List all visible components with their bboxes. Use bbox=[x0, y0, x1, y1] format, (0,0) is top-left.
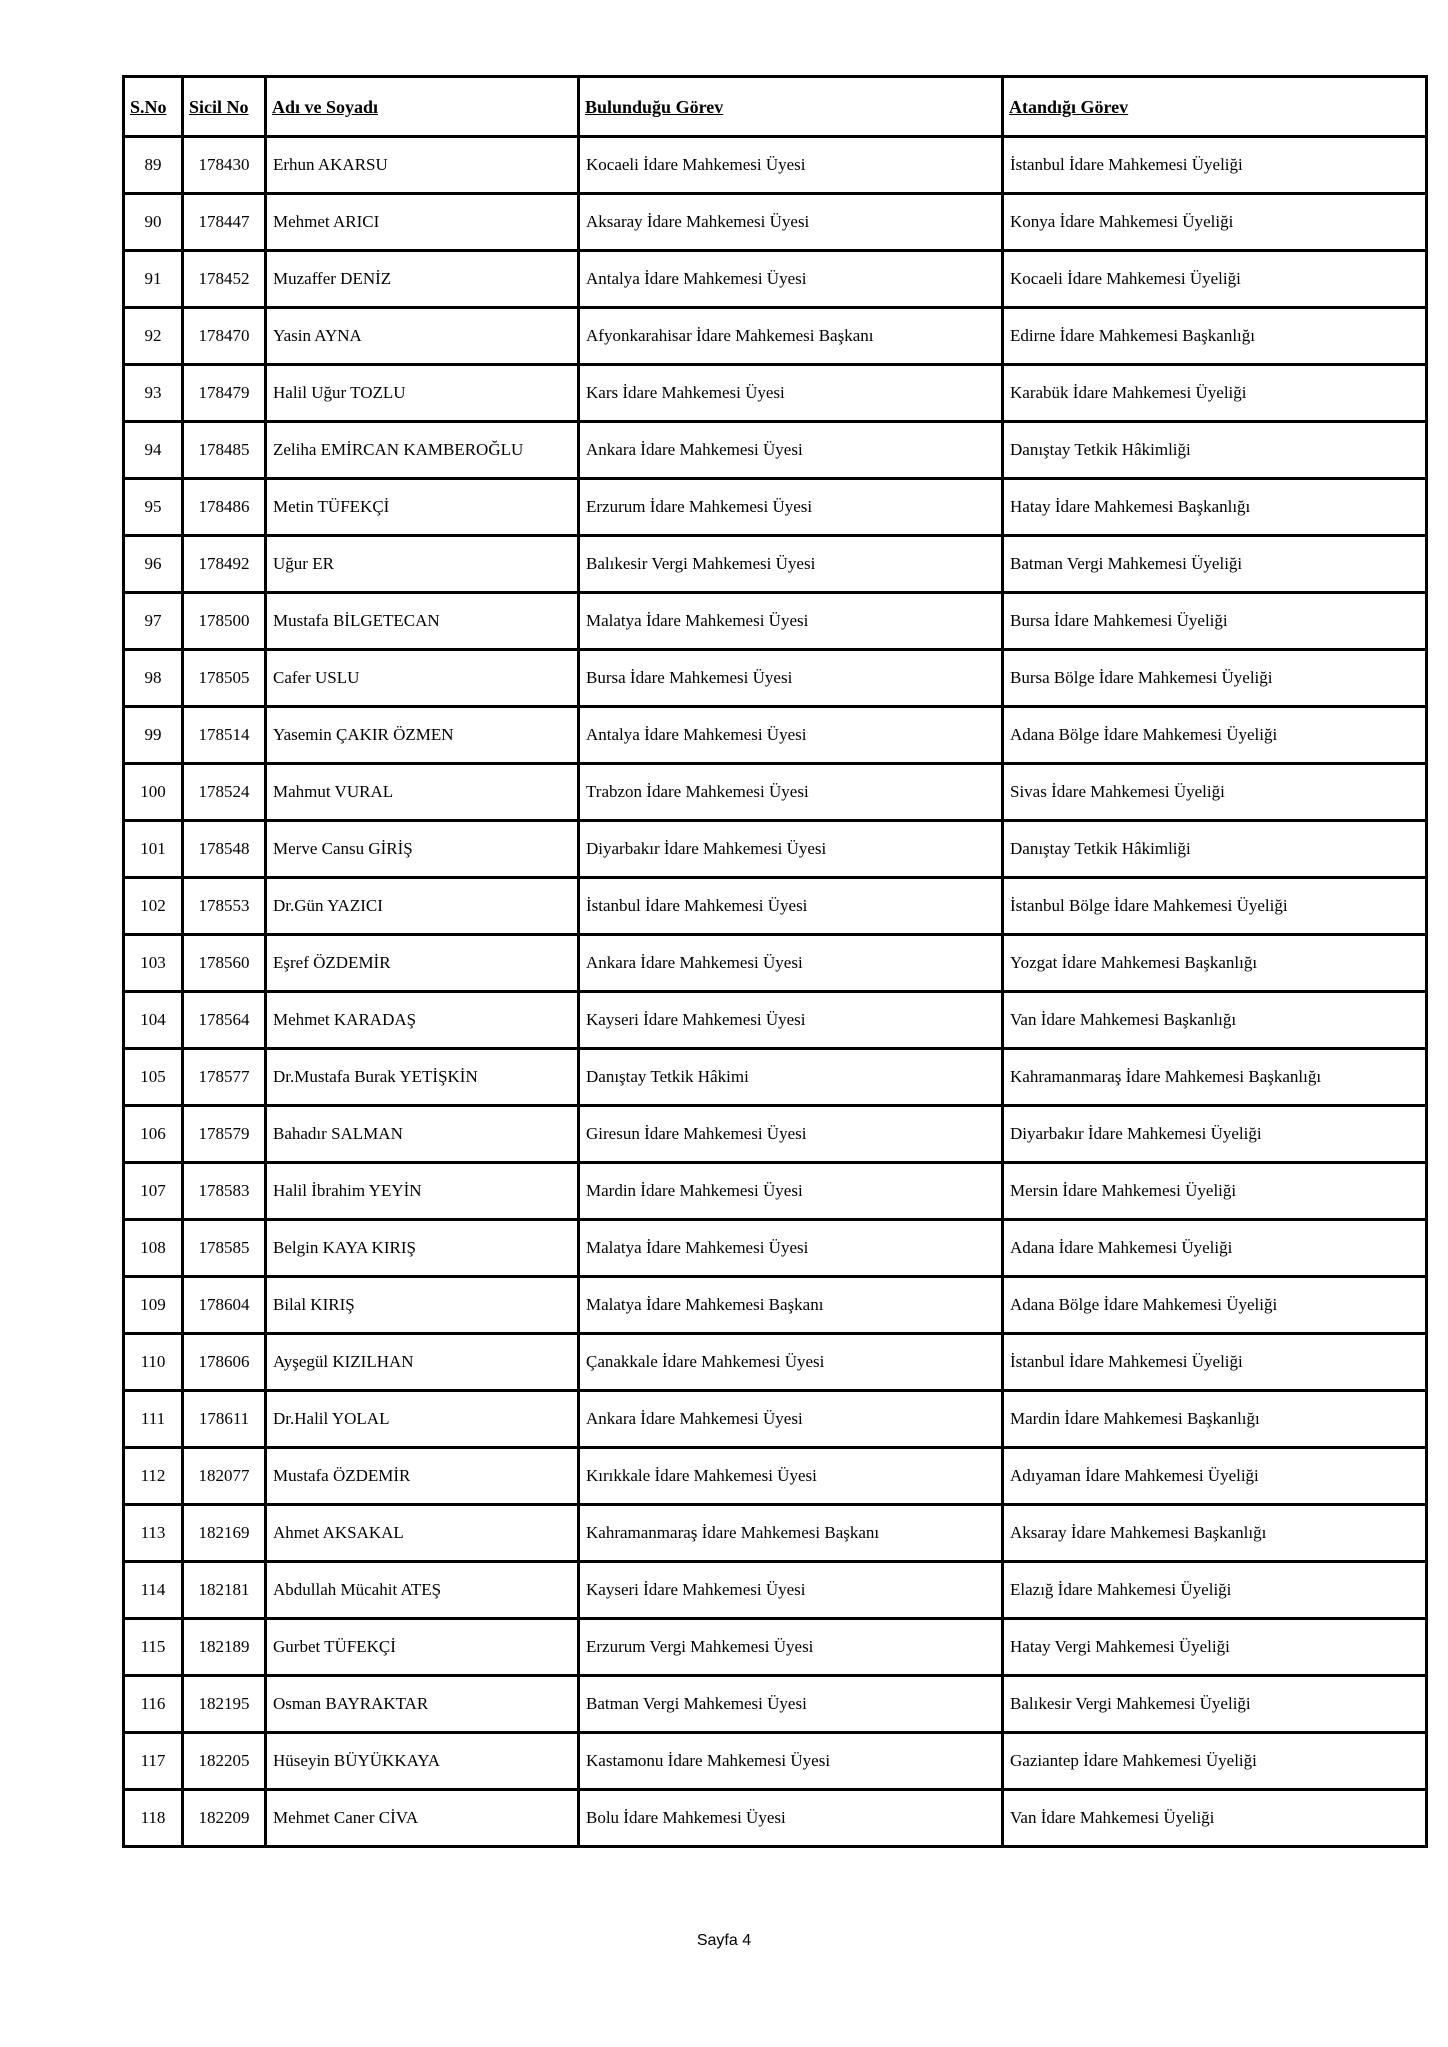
name-cell: Muzaffer DENİZ bbox=[266, 251, 579, 308]
table-row bbox=[124, 992, 1427, 1049]
assigned-duty-cell: Batman Vergi Mahkemesi Üyeliği bbox=[1003, 536, 1427, 593]
serial-cell: 116 bbox=[124, 1676, 183, 1733]
name-cell: Gurbet TÜFEKÇİ bbox=[266, 1619, 579, 1676]
current-duty-cell: Giresun İdare Mahkemesi Üyesi bbox=[579, 1106, 1003, 1163]
assigned-duty-cell: Karabük İdare Mahkemesi Üyeliği bbox=[1003, 365, 1427, 422]
sicil-cell: 178452 bbox=[183, 251, 266, 308]
assigned-duty-cell: Gaziantep İdare Mahkemesi Üyeliği bbox=[1003, 1733, 1427, 1790]
table-row bbox=[124, 1334, 1427, 1391]
assigned-duty-cell: Mardin İdare Mahkemesi Başkanlığı bbox=[1003, 1391, 1427, 1448]
assigned-duty-cell: Sivas İdare Mahkemesi Üyeliği bbox=[1003, 764, 1427, 821]
table-row bbox=[124, 1619, 1427, 1676]
assigned-duty-cell: İstanbul Bölge İdare Mahkemesi Üyeliği bbox=[1003, 878, 1427, 935]
assigned-duty-cell: Adana İdare Mahkemesi Üyeliği bbox=[1003, 1220, 1427, 1277]
sicil-cell: 178548 bbox=[183, 821, 266, 878]
current-duty-cell: Bursa İdare Mahkemesi Üyesi bbox=[579, 650, 1003, 707]
assigned-duty-cell: Van İdare Mahkemesi Üyeliği bbox=[1003, 1790, 1427, 1847]
table-row bbox=[124, 1676, 1427, 1733]
sicil-cell: 178560 bbox=[183, 935, 266, 992]
sicil-cell: 178492 bbox=[183, 536, 266, 593]
sicil-cell: 178564 bbox=[183, 992, 266, 1049]
name-cell: Dr.Gün YAZICI bbox=[266, 878, 579, 935]
table-row bbox=[124, 1220, 1427, 1277]
table-row bbox=[124, 1277, 1427, 1334]
serial-cell: 102 bbox=[124, 878, 183, 935]
table-row bbox=[124, 365, 1427, 422]
table-row bbox=[124, 707, 1427, 764]
name-cell: Ahmet AKSAKAL bbox=[266, 1505, 579, 1562]
name-cell: Mahmut VURAL bbox=[266, 764, 579, 821]
name-cell: Dr.Halil YOLAL bbox=[266, 1391, 579, 1448]
current-duty-cell: Kahramanmaraş İdare Mahkemesi Başkanı bbox=[579, 1505, 1003, 1562]
current-duty-cell: Ankara İdare Mahkemesi Üyesi bbox=[579, 422, 1003, 479]
serial-cell: 92 bbox=[124, 308, 183, 365]
sicil-cell: 178611 bbox=[183, 1391, 266, 1448]
assigned-duty-cell: Van İdare Mahkemesi Başkanlığı bbox=[1003, 992, 1427, 1049]
header-current-duty: Bulunduğu Görev bbox=[579, 77, 1003, 137]
sicil-cell: 178579 bbox=[183, 1106, 266, 1163]
name-cell: Yasemin ÇAKIR ÖZMEN bbox=[266, 707, 579, 764]
assigned-duty-cell: İstanbul İdare Mahkemesi Üyeliği bbox=[1003, 137, 1427, 194]
serial-cell: 111 bbox=[124, 1391, 183, 1448]
page-number: Sayfa 4 bbox=[696, 1932, 752, 1949]
current-duty-cell: Mardin İdare Mahkemesi Üyesi bbox=[579, 1163, 1003, 1220]
name-cell: Merve Cansu GİRİŞ bbox=[266, 821, 579, 878]
serial-cell: 106 bbox=[124, 1106, 183, 1163]
assigned-duty-cell: Bursa Bölge İdare Mahkemesi Üyeliği bbox=[1003, 650, 1427, 707]
table-row bbox=[124, 308, 1427, 365]
sicil-cell: 178604 bbox=[183, 1277, 266, 1334]
table-row bbox=[124, 650, 1427, 707]
current-duty-cell: Antalya İdare Mahkemesi Üyesi bbox=[579, 251, 1003, 308]
current-duty-cell: Afyonkarahisar İdare Mahkemesi Başkanı bbox=[579, 308, 1003, 365]
table-row bbox=[124, 1733, 1427, 1790]
assigned-duty-cell: Balıkesir Vergi Mahkemesi Üyeliği bbox=[1003, 1676, 1427, 1733]
assigned-duty-cell: Bursa İdare Mahkemesi Üyeliği bbox=[1003, 593, 1427, 650]
name-cell: Mehmet KARADAŞ bbox=[266, 992, 579, 1049]
name-cell: Mehmet ARICI bbox=[266, 194, 579, 251]
table-row bbox=[124, 251, 1427, 308]
assigned-duty-cell: Kahramanmaraş İdare Mahkemesi Başkanlığı bbox=[1003, 1049, 1427, 1106]
table-row bbox=[124, 194, 1427, 251]
name-cell: Metin TÜFEKÇİ bbox=[266, 479, 579, 536]
current-duty-cell: Malatya İdare Mahkemesi Üyesi bbox=[579, 1220, 1003, 1277]
sicil-cell: 178505 bbox=[183, 650, 266, 707]
serial-cell: 105 bbox=[124, 1049, 183, 1106]
sicil-cell: 178577 bbox=[183, 1049, 266, 1106]
table-row bbox=[124, 821, 1427, 878]
sicil-cell: 178500 bbox=[183, 593, 266, 650]
serial-cell: 94 bbox=[124, 422, 183, 479]
serial-cell: 99 bbox=[124, 707, 183, 764]
current-duty-cell: Erzurum Vergi Mahkemesi Üyesi bbox=[579, 1619, 1003, 1676]
table-row bbox=[124, 1562, 1427, 1619]
serial-cell: 112 bbox=[124, 1448, 183, 1505]
current-duty-cell: Kastamonu İdare Mahkemesi Üyesi bbox=[579, 1733, 1003, 1790]
current-duty-cell: Ankara İdare Mahkemesi Üyesi bbox=[579, 1391, 1003, 1448]
table-row bbox=[124, 536, 1427, 593]
sicil-cell: 182195 bbox=[183, 1676, 266, 1733]
assigned-duty-cell: Mersin İdare Mahkemesi Üyeliği bbox=[1003, 1163, 1427, 1220]
assigned-duty-cell: Yozgat İdare Mahkemesi Başkanlığı bbox=[1003, 935, 1427, 992]
name-cell: Zeliha EMİRCAN KAMBEROĞLU bbox=[266, 422, 579, 479]
sicil-cell: 178524 bbox=[183, 764, 266, 821]
current-duty-cell: Balıkesir Vergi Mahkemesi Üyesi bbox=[579, 536, 1003, 593]
serial-cell: 110 bbox=[124, 1334, 183, 1391]
serial-cell: 104 bbox=[124, 992, 183, 1049]
sicil-cell: 182169 bbox=[183, 1505, 266, 1562]
assigned-duty-cell: Konya İdare Mahkemesi Üyeliği bbox=[1003, 194, 1427, 251]
serial-cell: 100 bbox=[124, 764, 183, 821]
serial-cell: 109 bbox=[124, 1277, 183, 1334]
serial-cell: 103 bbox=[124, 935, 183, 992]
current-duty-cell: Kocaeli İdare Mahkemesi Üyesi bbox=[579, 137, 1003, 194]
sicil-cell: 182181 bbox=[183, 1562, 266, 1619]
serial-cell: 115 bbox=[124, 1619, 183, 1676]
assigned-duty-cell: Adıyaman İdare Mahkemesi Üyeliği bbox=[1003, 1448, 1427, 1505]
sicil-cell: 178585 bbox=[183, 1220, 266, 1277]
table-row bbox=[124, 137, 1427, 194]
name-cell: Yasin AYNA bbox=[266, 308, 579, 365]
assigned-duty-cell: Kocaeli İdare Mahkemesi Üyeliği bbox=[1003, 251, 1427, 308]
table-row bbox=[124, 1049, 1427, 1106]
assigned-duty-cell: Adana Bölge İdare Mahkemesi Üyeliği bbox=[1003, 1277, 1427, 1334]
current-duty-cell: İstanbul İdare Mahkemesi Üyesi bbox=[579, 878, 1003, 935]
table-row bbox=[124, 878, 1427, 935]
name-cell: Dr.Mustafa Burak YETİŞKİN bbox=[266, 1049, 579, 1106]
name-cell: Osman BAYRAKTAR bbox=[266, 1676, 579, 1733]
current-duty-cell: Ankara İdare Mahkemesi Üyesi bbox=[579, 935, 1003, 992]
assigned-duty-cell: İstanbul İdare Mahkemesi Üyeliği bbox=[1003, 1334, 1427, 1391]
assigned-duty-cell: Elazığ İdare Mahkemesi Üyeliği bbox=[1003, 1562, 1427, 1619]
sicil-cell: 178553 bbox=[183, 878, 266, 935]
table-row bbox=[124, 1790, 1427, 1847]
current-duty-cell: Bolu İdare Mahkemesi Üyesi bbox=[579, 1790, 1003, 1847]
name-cell: Belgin KAYA KIRIŞ bbox=[266, 1220, 579, 1277]
assigned-duty-cell: Danıştay Tetkik Hâkimliği bbox=[1003, 422, 1427, 479]
current-duty-cell: Kars İdare Mahkemesi Üyesi bbox=[579, 365, 1003, 422]
serial-cell: 101 bbox=[124, 821, 183, 878]
name-cell: Cafer USLU bbox=[266, 650, 579, 707]
serial-cell: 98 bbox=[124, 650, 183, 707]
current-duty-cell: Batman Vergi Mahkemesi Üyesi bbox=[579, 1676, 1003, 1733]
sicil-cell: 182077 bbox=[183, 1448, 266, 1505]
name-cell: Erhun AKARSU bbox=[266, 137, 579, 194]
name-cell: Halil Uğur TOZLU bbox=[266, 365, 579, 422]
current-duty-cell: Danıştay Tetkik Hâkimi bbox=[579, 1049, 1003, 1106]
table-row bbox=[124, 479, 1427, 536]
serial-cell: 90 bbox=[124, 194, 183, 251]
serial-cell: 113 bbox=[124, 1505, 183, 1562]
name-cell: Mehmet Caner CİVA bbox=[266, 1790, 579, 1847]
assigned-duty-cell: Danıştay Tetkik Hâkimliği bbox=[1003, 821, 1427, 878]
name-cell: Halil İbrahim YEYİN bbox=[266, 1163, 579, 1220]
assigned-duty-cell: Aksaray İdare Mahkemesi Başkanlığı bbox=[1003, 1505, 1427, 1562]
serial-cell: 97 bbox=[124, 593, 183, 650]
current-duty-cell: Malatya İdare Mahkemesi Üyesi bbox=[579, 593, 1003, 650]
sicil-cell: 182209 bbox=[183, 1790, 266, 1847]
current-duty-cell: Kayseri İdare Mahkemesi Üyesi bbox=[579, 1562, 1003, 1619]
current-duty-cell: Trabzon İdare Mahkemesi Üyesi bbox=[579, 764, 1003, 821]
current-duty-cell: Kayseri İdare Mahkemesi Üyesi bbox=[579, 992, 1003, 1049]
sicil-cell: 178583 bbox=[183, 1163, 266, 1220]
sicil-cell: 178606 bbox=[183, 1334, 266, 1391]
name-cell: Mustafa ÖZDEMİR bbox=[266, 1448, 579, 1505]
serial-cell: 114 bbox=[124, 1562, 183, 1619]
current-duty-cell: Çanakkale İdare Mahkemesi Üyesi bbox=[579, 1334, 1003, 1391]
header-name-surname: Adı ve Soyadı bbox=[266, 77, 579, 137]
current-duty-cell: Erzurum İdare Mahkemesi Üyesi bbox=[579, 479, 1003, 536]
table-row bbox=[124, 764, 1427, 821]
serial-cell: 95 bbox=[124, 479, 183, 536]
table-row bbox=[124, 1391, 1427, 1448]
name-cell: Bahadır SALMAN bbox=[266, 1106, 579, 1163]
serial-cell: 89 bbox=[124, 137, 183, 194]
table-row bbox=[124, 422, 1427, 479]
assigned-duty-cell: Edirne İdare Mahkemesi Başkanlığı bbox=[1003, 308, 1427, 365]
assigned-duty-cell: Diyarbakır İdare Mahkemesi Üyeliği bbox=[1003, 1106, 1427, 1163]
assigned-duty-cell: Hatay Vergi Mahkemesi Üyeliği bbox=[1003, 1619, 1427, 1676]
table-row bbox=[124, 1163, 1427, 1220]
header-serial-no: S.No bbox=[124, 77, 183, 137]
current-duty-cell: Kırıkkale İdare Mahkemesi Üyesi bbox=[579, 1448, 1003, 1505]
current-duty-cell: Aksaray İdare Mahkemesi Üyesi bbox=[579, 194, 1003, 251]
sicil-cell: 178485 bbox=[183, 422, 266, 479]
sicil-cell: 182205 bbox=[183, 1733, 266, 1790]
sicil-cell: 178514 bbox=[183, 707, 266, 764]
serial-cell: 91 bbox=[124, 251, 183, 308]
name-cell: Hüseyin BÜYÜKKAYA bbox=[266, 1733, 579, 1790]
sicil-cell: 178479 bbox=[183, 365, 266, 422]
name-cell: Ayşegül KIZILHAN bbox=[266, 1334, 579, 1391]
current-duty-cell: Malatya İdare Mahkemesi Başkanı bbox=[579, 1277, 1003, 1334]
table-row bbox=[124, 1106, 1427, 1163]
name-cell: Abdullah Mücahit ATEŞ bbox=[266, 1562, 579, 1619]
current-duty-cell: Diyarbakır İdare Mahkemesi Üyesi bbox=[579, 821, 1003, 878]
assigned-duty-cell: Hatay İdare Mahkemesi Başkanlığı bbox=[1003, 479, 1427, 536]
table-row bbox=[124, 593, 1427, 650]
sicil-cell: 178447 bbox=[183, 194, 266, 251]
name-cell: Eşref ÖZDEMİR bbox=[266, 935, 579, 992]
table-row bbox=[124, 1448, 1427, 1505]
current-duty-cell: Antalya İdare Mahkemesi Üyesi bbox=[579, 707, 1003, 764]
name-cell: Uğur ER bbox=[266, 536, 579, 593]
name-cell: Bilal KIRIŞ bbox=[266, 1277, 579, 1334]
serial-cell: 107 bbox=[124, 1163, 183, 1220]
table-row bbox=[124, 935, 1427, 992]
sicil-cell: 178470 bbox=[183, 308, 266, 365]
serial-cell: 118 bbox=[124, 1790, 183, 1847]
table-header-row bbox=[124, 77, 1427, 137]
serial-cell: 93 bbox=[124, 365, 183, 422]
serial-cell: 108 bbox=[124, 1220, 183, 1277]
sicil-cell: 178486 bbox=[183, 479, 266, 536]
appointment-table bbox=[122, 75, 1428, 1848]
header-registry-no: Sicil No bbox=[183, 77, 266, 137]
sicil-cell: 182189 bbox=[183, 1619, 266, 1676]
serial-cell: 96 bbox=[124, 536, 183, 593]
sicil-cell: 178430 bbox=[183, 137, 266, 194]
name-cell: Mustafa BİLGETECAN bbox=[266, 593, 579, 650]
assigned-duty-cell: Adana Bölge İdare Mahkemesi Üyeliği bbox=[1003, 707, 1427, 764]
serial-cell: 117 bbox=[124, 1733, 183, 1790]
header-assigned-duty: Atandığı Görev bbox=[1003, 77, 1427, 137]
table-row bbox=[124, 1505, 1427, 1562]
